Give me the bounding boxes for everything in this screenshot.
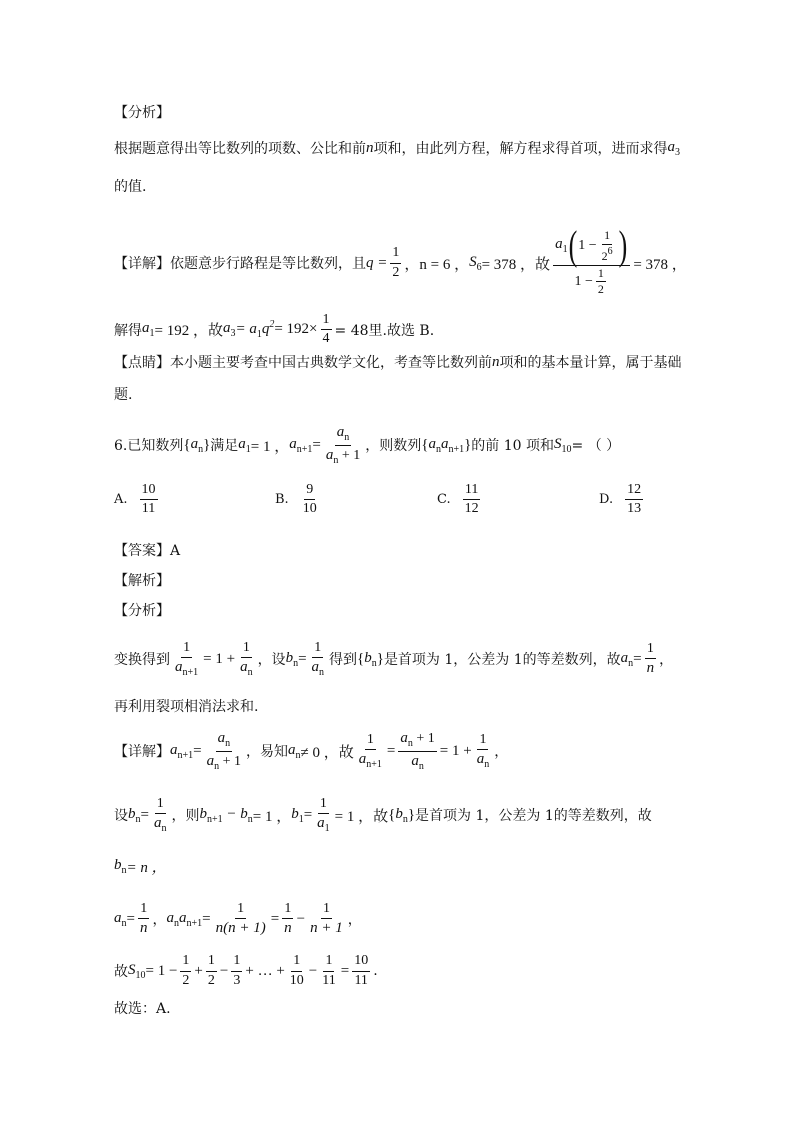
analysis2-line-2: 再利用裂项相消法求和. bbox=[114, 699, 259, 715]
a3-symbol: $a_3$ bbox=[667, 138, 680, 158]
option-d[interactable]: D. $\frac{12}{13}$ bbox=[599, 482, 642, 517]
analysis-heading-1: 【分析】 bbox=[114, 105, 170, 121]
analysis-heading-2: 【分析】 bbox=[114, 603, 170, 619]
answer-line: 【答案】A bbox=[114, 543, 181, 559]
option-c[interactable]: C. $\frac{11}{12}$ bbox=[437, 482, 479, 517]
detail2-line-1: 【详解】 $a_{n+1}$ = $\frac{a_n}{a_n + 1}$ ，易知 $a_n$ ≠ 0 ，故 $\frac{1}{a_{n+1}}$ = $\frac{a_n + 1}{a_n}$ = 1 + $\frac{1}{a_n}$ ， bbox=[114, 730, 509, 772]
detail2-line-4: $a_n$ = $\frac{1}{n}$ ， $a_na_{n+1}$ = $\frac{1}{n(n + 1)}$ = $\frac{1}{n}$ − $\frac{1}{n + 1}$ ， bbox=[114, 900, 362, 936]
analysis2-line-1: 变换得到 $\frac{1}{a_{n+1}}$ = 1 + $\frac{1}{a_n}$ ，设 $b_n$ = $\frac{1}{a_n}$ 得到 { $b_n$ } 是首项为 1，公差为 1的等差数列，故 $a_n$ = $\frac{1}{n}$ ， bbox=[114, 639, 674, 678]
question-6: 6.已知数列 { $a_n$ } 满足 $a_1$ = 1 ， $a_{n+1}$ = $\frac{a_n}{a_n + 1}$ ，则数列 { $a_na_{n+1}$ } 的前 10 项和 $S_{10}$ = （ ） bbox=[114, 424, 621, 466]
option-b[interactable]: B. $\frac{9}{10}$ bbox=[275, 482, 317, 517]
detail2-line-3: $b_n$ = n ， bbox=[114, 857, 167, 876]
detail2-line-5: 故 $S_{10}$ = 1 − $\frac{1}{2}$ + $\frac{1}{2}$ − $\frac{1}{3}$ + … + $\frac{1}{10}$ − $\frac{1}{11}$ = $\frac{10}{11}$ . bbox=[114, 953, 378, 988]
comment-line-1: 【点睛】 本小题主要考查中国古典数学文化，考查等比数列前 n 项和的基本量计算，属于基础 bbox=[114, 353, 682, 371]
detail-solution-line: 解得 $a_1$ = 192 ，故 $a_3$ = $a_1q^2$ = 192× $\frac{1}{4}$ = 48里.故选 B. bbox=[114, 312, 435, 347]
final-answer-line: 故选：A. bbox=[114, 1001, 171, 1017]
sum-formula-fraction: $a_1$ ( 1 − $\frac{1}{2^6}$ ) 1 − $\frac{1}{2}$ bbox=[553, 229, 630, 297]
fraction-quarter: $\frac{1}{4}$ bbox=[322, 312, 330, 347]
analysis-line-1: 根据题意得出等比数列的项数、公比和前 n 项和，由此列方程，解方程求得首项，进而求得 $a_3$ bbox=[114, 138, 680, 158]
fraction-half: $\frac{1}{2}$ bbox=[392, 245, 400, 280]
detail2-line-2: 设 $b_n$ = $\frac{1}{a_n}$ ，则 $b_{n+1} - b_n$ = 1 ， $b_1$ = $\frac{1}{a_1}$ = 1 ，故 { $b_n$ } 是首项为 1，公差为 1的等差数列，故 bbox=[114, 795, 652, 834]
solution-heading: 【解析】 bbox=[114, 573, 170, 589]
analysis-line-2: 的值. bbox=[114, 179, 147, 195]
detail-line-1: 【详解】 依题意步行路程是等比数列，且 q = $\frac{1}{2}$ ，n = 6 ， $S_6$ = 378 ，故 $a_1$ ( 1 − $\frac{1}{2^6}$ ) 1 − $\frac{1}{2}$ = 378 ， bbox=[114, 222, 687, 297]
option-a[interactable]: A. $\frac{10}{11}$ bbox=[114, 482, 156, 517]
recurrence-fraction: $\frac{a_n}{a_n + 1}$ bbox=[325, 424, 361, 466]
comment-line-2: 题. bbox=[114, 387, 133, 403]
